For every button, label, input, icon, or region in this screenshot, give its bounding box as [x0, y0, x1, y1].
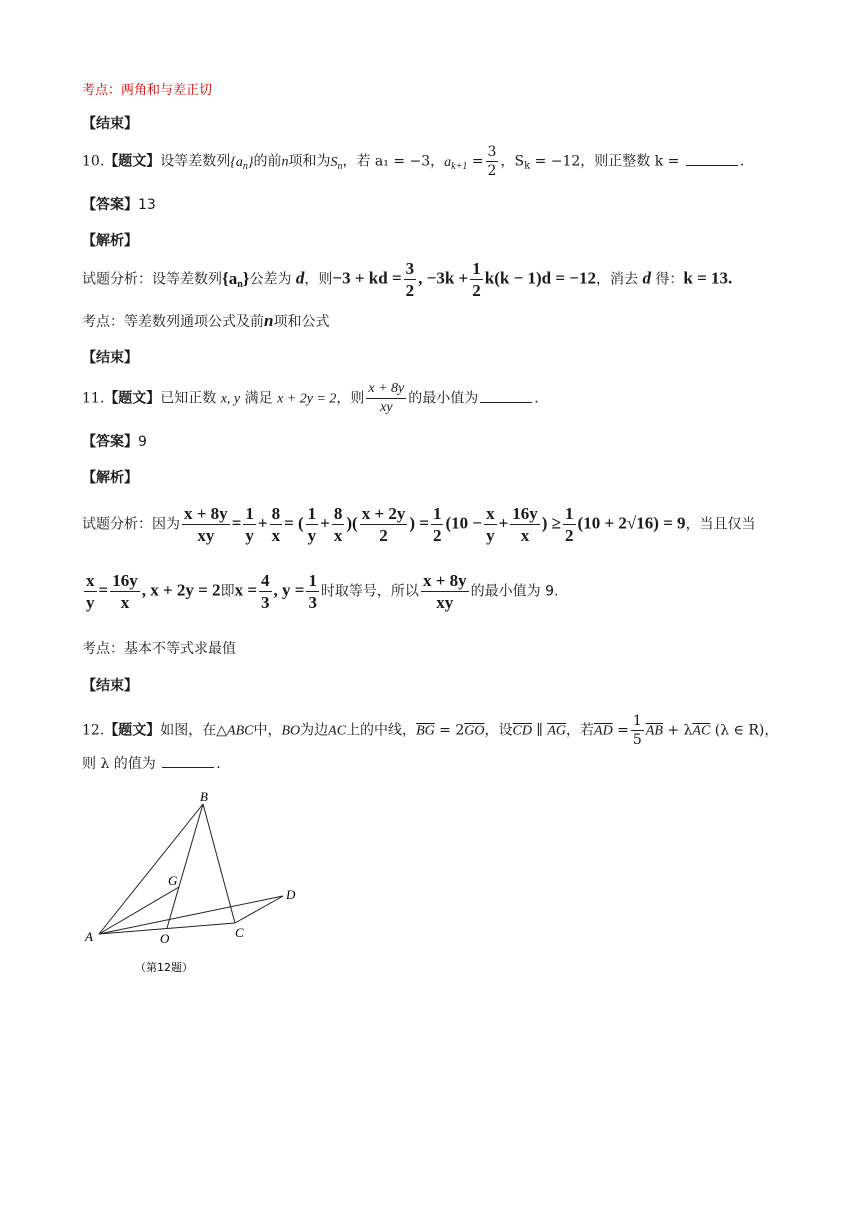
label-C: C [235, 925, 244, 940]
geometry-figure [80, 785, 320, 985]
edge-CD [235, 896, 283, 923]
q11-question: 11.【题文】已知正数 x, y 满足 x + 2y = 2，则 $\frac{x + 8y}{xy}$ 的最小值为 . [82, 381, 539, 415]
q11-solution-line1: 试题分析：因为 $\frac{x + 8y}{xy}$ = $\frac{1}{y}$ + $\frac{8}{x}$ = ( $\frac{1}{y}$ + $\frac{8}{x}$ )( $\frac{x + 2y}{2}$ ) = $\frac{1}{2}$ (10 − $\frac{x}{y}$ + $\frac{16y}{x}$ ) ≥ $\frac{1}{2}$ (10 + 2√16) = 9，当且仅当 [82, 504, 756, 545]
q10-answer-blank [686, 153, 738, 166]
q10-analysis-label: 【解析】 [82, 233, 138, 249]
end-marker-3: 【结束】 [82, 678, 138, 694]
end-marker-2: 【结束】 [82, 350, 138, 366]
q10-number: 10. [82, 153, 105, 170]
q12-question: 12.【题文】如图，在△ABC中，BO为边AC上的中线，$\overline{BG} = 2\overline{GO}$，设$\overline{CD}$ ∥ $\overline{AG}$，若$\overline{AD}$ = $\frac{1}{5}$ $\overline{AB} + \lambda\overline{AC}$ (λ ∈ R)， [82, 713, 779, 748]
edge-BC [203, 804, 235, 923]
edge-AD [99, 896, 283, 934]
q11-analysis-label: 【解析】 [82, 470, 138, 486]
q11-solution-line2: $\frac{x}{y}$ = $\frac{16y}{x}$ , x + 2y = 2即x = $\frac{4}{3}$ , y = $\frac{1}{3}$ 时取等号，所以 $\frac{x + 8y}{xy}$ 的最小值为 9. [86, 571, 559, 612]
q10-answer: 【答案】13 [82, 197, 156, 213]
edge-BO [167, 804, 203, 928]
label-D: D [286, 887, 296, 902]
edge-AB [99, 804, 203, 934]
figure-caption: （第12题） [135, 961, 193, 974]
q12-line2: 则 λ 的值为 . [82, 756, 221, 772]
label-B: B [200, 789, 208, 804]
end-marker: 【结束】 [82, 116, 138, 132]
label-A: A [85, 929, 93, 944]
q10-text: 设等差数列 [160, 153, 231, 170]
q10-question: 10.【题文】设等差数列$\{a_n\}$的前n项和为$S_n$，若 a₁ = −3，$a_{k+1}$ = $\frac{3}{2}$ ，$S_k = -12$，则正整数 k = . [82, 144, 745, 179]
q11-answer: 【答案】9 [82, 434, 147, 450]
topic-note: 考点：两角和与差正切 [82, 83, 213, 98]
q10-solution: 试题分析：设等差数列$\{a_n\}$公差为 d，则−3 + kd = $\frac{3}{2}$ , −3k + $\frac{1}{2}$ k(k − 1)d = −12，消去 d 得：k = 13. [82, 259, 733, 300]
q11-point: 考点：基本不等式求最值 [82, 641, 236, 657]
q12-answer-blank [162, 755, 214, 768]
q10-point: 考点：等差数列通项公式及前n项和公式 [82, 311, 330, 330]
q11-answer-blank [480, 390, 532, 403]
q10-tag: 【题文】 [104, 153, 161, 170]
label-G: G [168, 873, 178, 888]
label-O: O [160, 931, 170, 946]
